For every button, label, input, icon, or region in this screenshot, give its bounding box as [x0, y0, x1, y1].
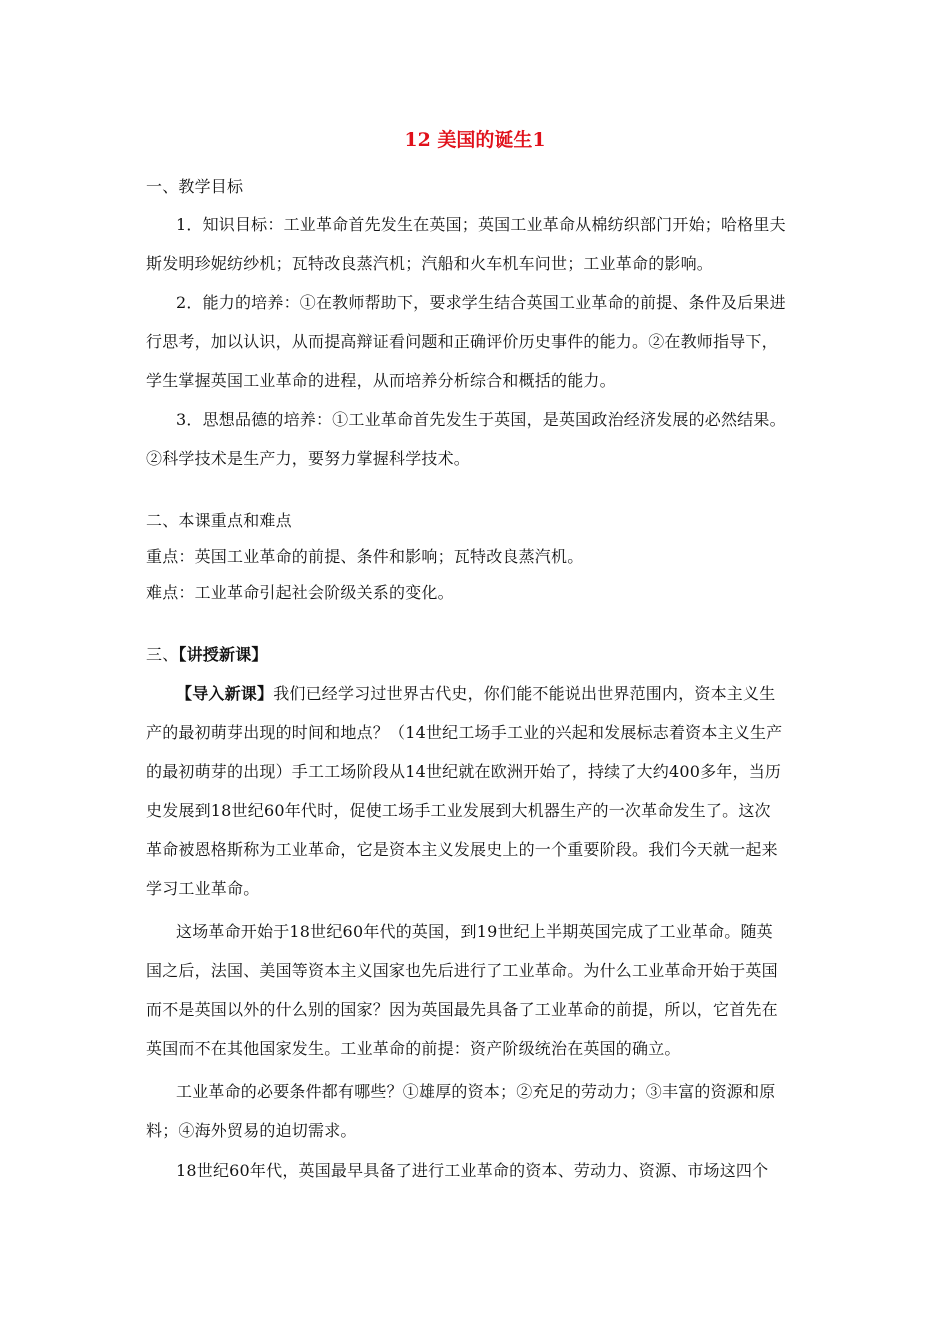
section1-p3-line2: ②科学技术是生产力，要努力掌握科学技术。 [146, 449, 471, 468]
section1-heading: 一、教学目标 [146, 177, 244, 196]
section3-heading-prefix: 三、 [146, 645, 179, 664]
section1-p3-line1: 3．思想品德的培养：①工业革命首先发生于英国，是英国政治经济发展的必然结果。 [176, 410, 786, 429]
section2-heading: 二、本课重点和难点 [146, 511, 292, 530]
section2-key-point: 重点：英国工业革命的前提、条件和影响；瓦特改良蒸汽机。 [146, 547, 584, 566]
para2-line2: 国之后，法国、美国等资本主义国家也先后进行了工业革命。为什么工业革命开始于英国 [146, 961, 778, 980]
section1-p2-line2: 行思考，加以认识，从而提高辩证看问题和正确评价历史事件的能力。②在教师指导下， [146, 332, 778, 351]
intro-line1 [176, 683, 775, 705]
intro-line2: 产的最初萌芽出现的时间和地点？（14世纪工场手工业的兴起和发展标志着资本主义生产 [146, 723, 783, 742]
para3-line2: 料；④海外贸易的迫切需求。 [146, 1121, 357, 1140]
section3-heading-bold: 【讲授新课】 [178, 645, 268, 664]
para2-line1: 这场革命开始于18世纪60年代的英国，到19世纪上半期英国完成了工业革命。随英 [176, 922, 773, 941]
intro-label: 【导入新课】 [176, 684, 274, 703]
intro-line4: 史发展到18世纪60年代时，促使工场手工业发展到大机器生产的一次革命发生了。这次 [146, 801, 771, 820]
intro-line6: 学习工业革命。 [146, 879, 260, 898]
intro-line5: 革命被恩格斯称为工业革命，它是资本主义发展史上的一个重要阶段。我们今天就一起来 [146, 840, 778, 859]
intro-first-text: 我们已经学习过世界古代史，你们能不能说出世界范围内，资本主义生 [273, 684, 776, 703]
section1-p1-line1: 1．知识目标：工业革命首先发生在英国；英国工业革命从棉纺织部门开始；哈格里夫 [176, 215, 786, 234]
para2-line3: 而不是英国以外的什么别的国家？因为英国最先具备了工业革命的前提，所以，它首先在 [146, 1000, 778, 1019]
para4-line1: 18世纪60年代，英国最早具备了进行工业革命的资本、劳动力、资源、市场这四个 [176, 1161, 769, 1180]
para3-line1: 工业革命的必要条件都有哪些？①雄厚的资本；②充足的劳动力；③丰富的资源和原 [176, 1082, 776, 1101]
section1-p2-line3: 学生掌握英国工业革命的进程，从而培养分析综合和概括的能力。 [146, 371, 616, 390]
section1-p2-line1: 2．能力的培养：①在教师帮助下，要求学生结合英国工业革命的前提、条件及后果进 [176, 293, 786, 312]
section3-heading [146, 644, 268, 666]
document-title: 12 美国的诞生1 [404, 129, 546, 151]
section1-p1-line2: 斯发明珍妮纺纱机；瓦特改良蒸汽机；汽船和火车机车问世；工业革命的影响。 [146, 254, 714, 273]
para2-line4: 英国而不在其他国家发生。工业革命的前提：资产阶级统治在英国的确立。 [146, 1039, 681, 1058]
section2-difficulty: 难点：工业革命引起社会阶级关系的变化。 [146, 583, 454, 602]
intro-line3: 的最初萌芽的出现）手工工场阶段从14世纪就在欧洲开始了，持续了大约400多年，当历 [146, 762, 782, 781]
